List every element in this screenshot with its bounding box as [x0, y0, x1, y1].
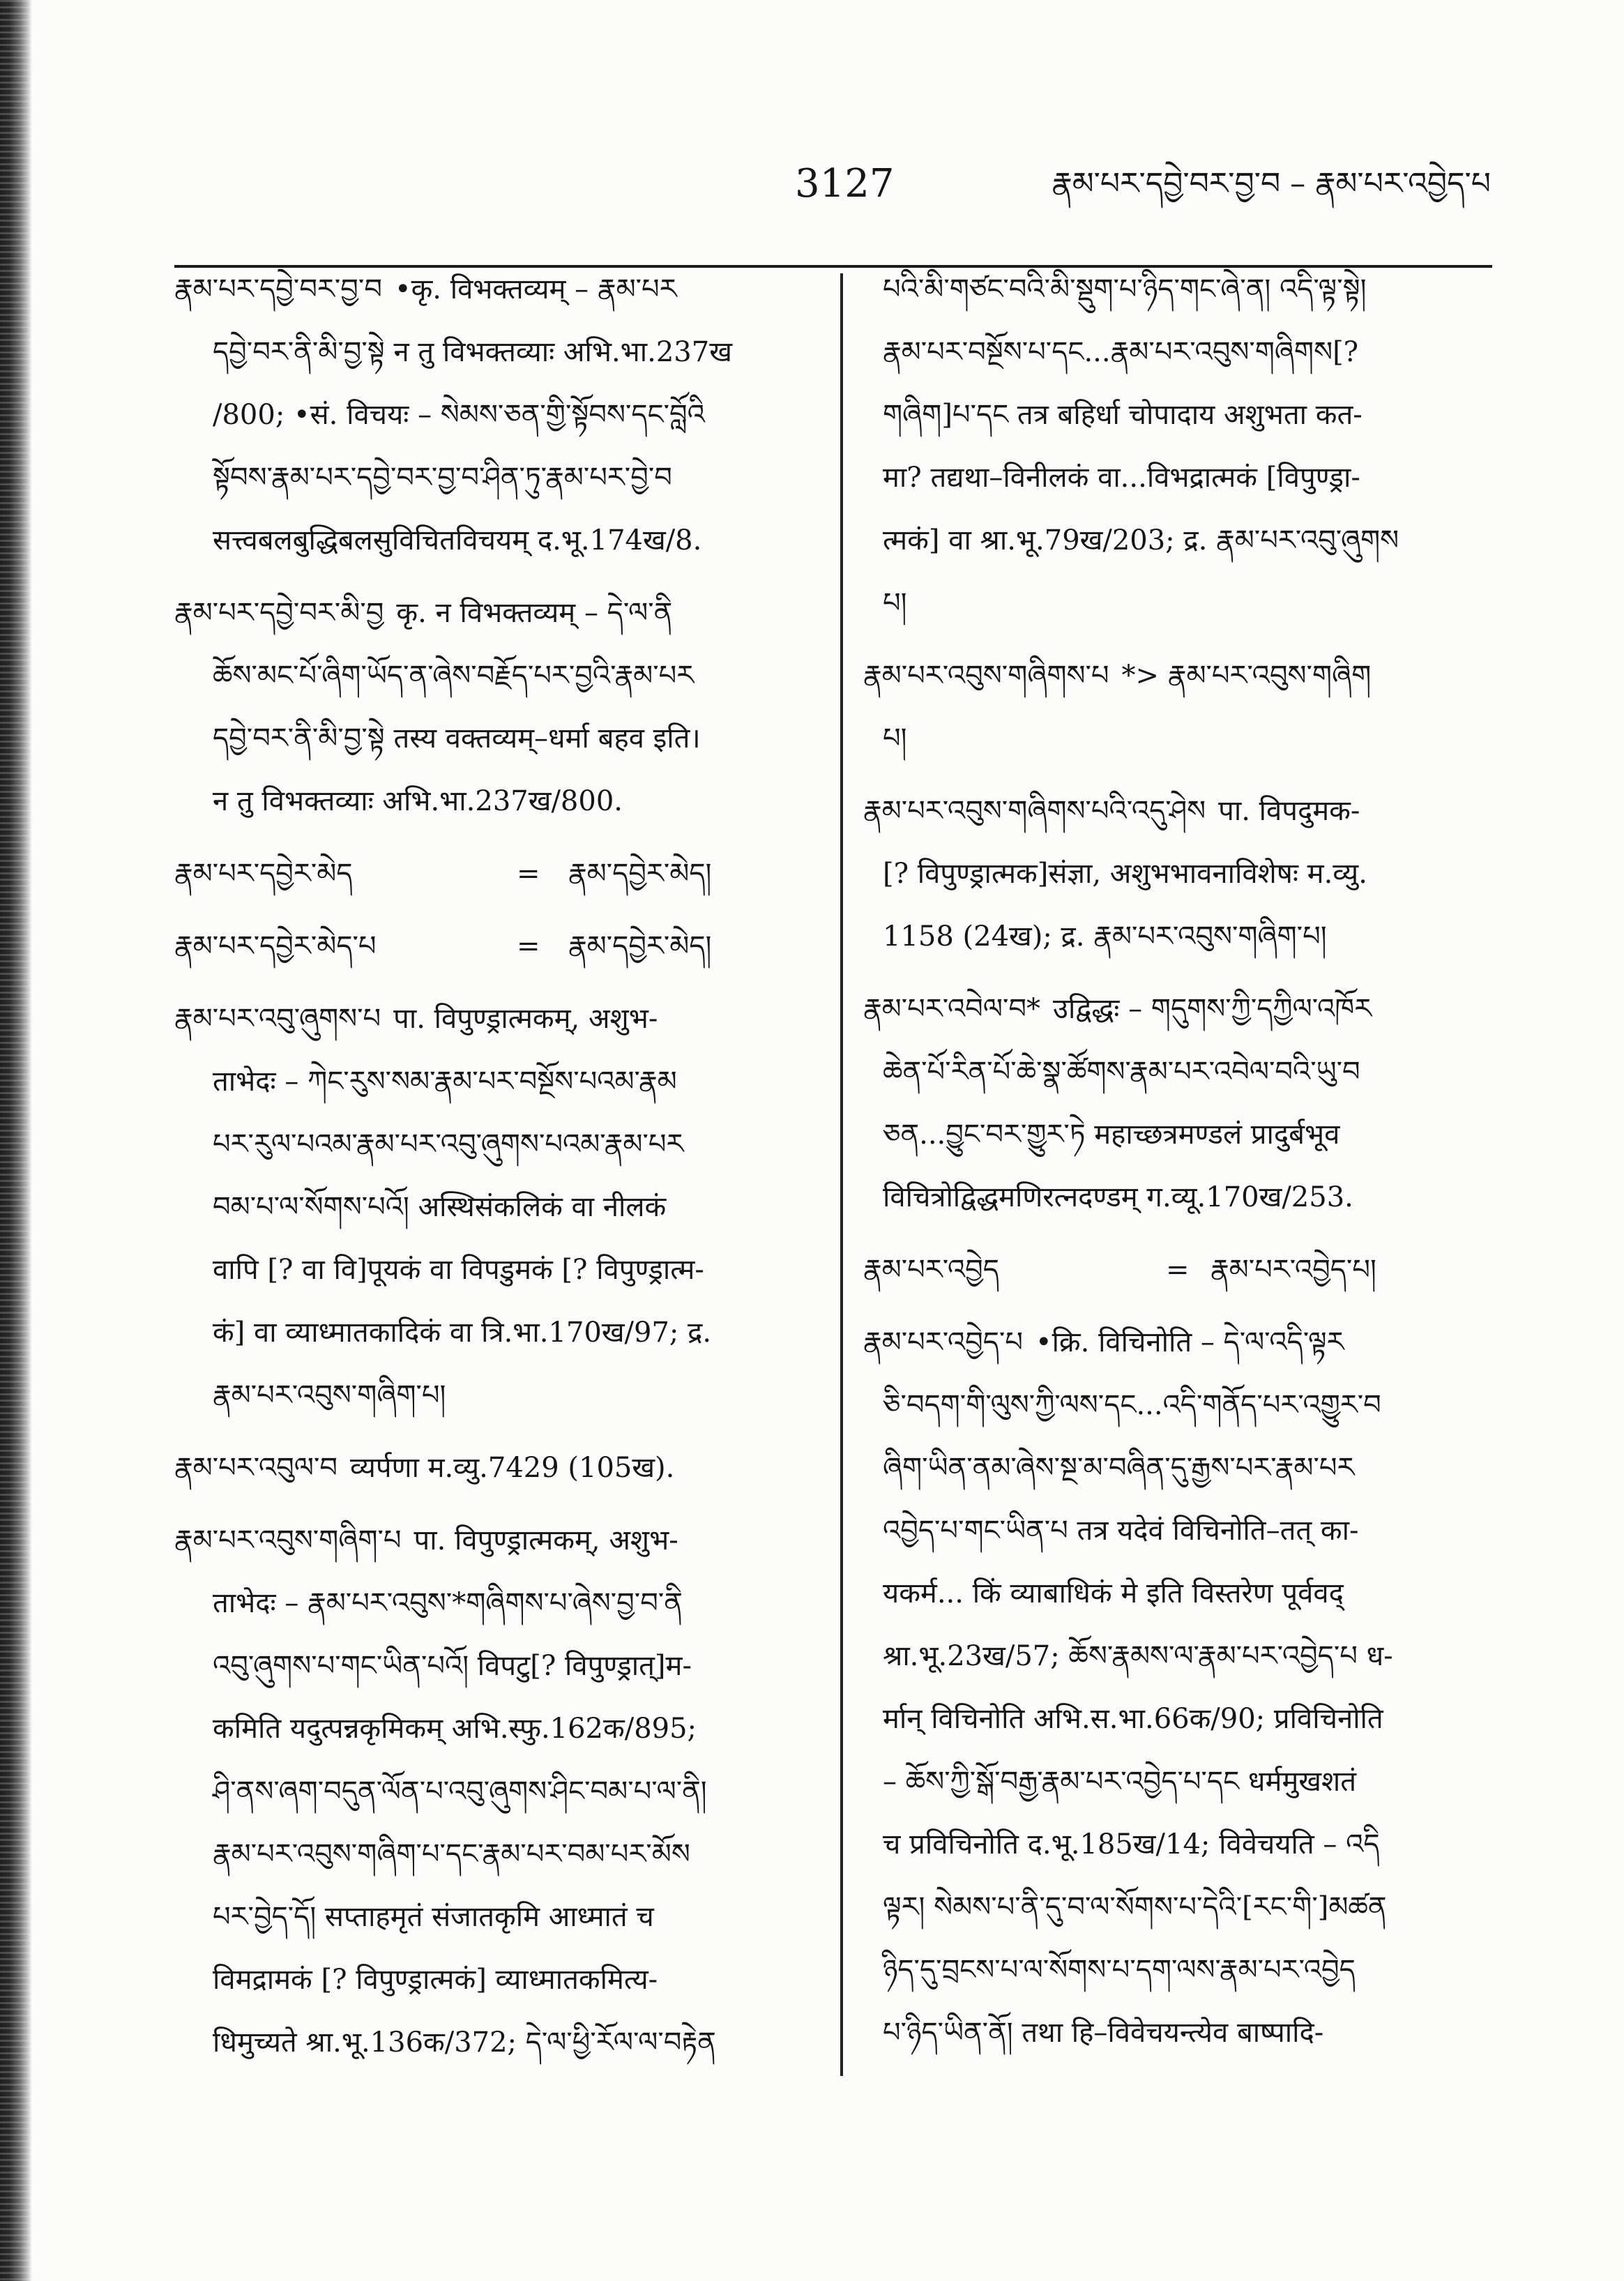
scan-edge-shadow	[0, 0, 32, 2281]
entry-text: ཆོས་མང་པོ་ཞིག་ཡོད་ན་ཞེས་བརྗོད་པར་བྱའི་རྣམ་པར	[213, 660, 695, 692]
entry-first-line-text	[863, 780, 1360, 842]
entry-line	[174, 446, 812, 509]
entry-line	[174, 384, 812, 446]
cross-reference-target: རྣམ་དབྱེར་མེད།	[568, 930, 712, 962]
entry-line	[863, 1103, 1491, 1166]
entry-text: ताभेदः – རྣམ་པར་འབུས་*གཞིགས་པ་ཞེས་བྱ་བ་ནི	[213, 1587, 683, 1619]
dictionary-entry	[174, 1509, 812, 2071]
dictionary-entry	[863, 644, 1491, 770]
headword: རྣམ་པར་འབུ་ཞུགས་པ	[174, 1003, 381, 1035]
dictionary-entry	[174, 582, 812, 833]
entry-text: च प्रविचिनोति द.भू.185ख/14; विवेचयति – འདི	[883, 1828, 1380, 1861]
running-head: རྣམ་པར་དབྱེ་བར་བྱ་བ – རྣམ་པར་འབྱེད་པ	[1052, 166, 1491, 202]
entry-text: ཉིད་དུ་བྲངས་པ་ལ་སོགས་པ་དག་ལས་རྣམ་པར་འབྱེད	[883, 1954, 1356, 1986]
entry-text: བམ་པ་ལ་སོགས་པའོ། अस्थिसंकलिकं वा नीलकं	[213, 1191, 667, 1223]
cross-reference-target: རྣམ་པར་འབྱེད་པ།	[1211, 1254, 1376, 1286]
entry-line	[863, 321, 1491, 384]
cross-reference-row	[863, 1238, 1491, 1301]
entry-line	[174, 1113, 812, 1176]
gloss-text: व्यर्पणा म.व्यु.7429 (105ख).	[350, 1452, 675, 1484]
entry-text: र्मान् विचिनोति अभि.स.भा.66क/90; प्रविचिनोति	[883, 1703, 1383, 1735]
entry-text: वापि [? वा वि]पूयकं वा विपडुमकं [? विपुण्ड्रात्म-	[213, 1254, 704, 1286]
entry-line	[863, 446, 1491, 509]
entry-text: त्मकं] वा श्रा.भू.79ख/203; द्र. རྣམ་པར་འབུ་ཞུགས	[883, 524, 1399, 556]
entry-line	[863, 258, 1491, 321]
continued-entry	[863, 258, 1491, 635]
entry-text: 1158 (24ख); द्र. རྣམ་པར་འབུས་གཞིག་པ།	[883, 920, 1327, 953]
entry-line	[174, 1823, 812, 1886]
entry-first-line-text	[863, 1311, 1344, 1374]
cross-reference-row	[174, 915, 812, 978]
entry-line	[174, 1635, 812, 1697]
dictionary-entry	[863, 780, 1491, 968]
entry-first-line	[174, 258, 812, 321]
headword: རྣམ་པར་འབུས་གཞིགས་པ	[863, 660, 1109, 692]
entry-text: यकर्म... किं व्याबाधिकं मे इति विस्तरेण पूर्ववद्	[883, 1577, 1344, 1609]
gloss-text: पा. विपदुमक-	[1218, 795, 1360, 827]
entry-text: པ།	[883, 722, 907, 755]
gloss-text: •क्रि. विचिनोति – དེ་ལ་འདི་ལྟར	[1035, 1326, 1344, 1358]
entry-first-line-text	[174, 987, 658, 1050]
entry-text: འབུ་ཞུགས་པ་གང་ཡིན་པའོ། विपटु[? विपुण्ड्रात्]म-	[213, 1650, 692, 1682]
entry-line	[174, 1697, 812, 1760]
headword: རྣམ་པར་དབྱེར་མེད	[174, 858, 353, 890]
entry-text: ताभेदः – ཀེང་རུས་སམ་རྣམ་པར་བསྔོས་པའམ་རྣམ	[213, 1066, 677, 1098]
entry-first-line-text	[174, 1437, 674, 1499]
entry-text: པ།	[883, 587, 907, 619]
dictionary-entry	[863, 1238, 1491, 1301]
entry-line	[863, 384, 1491, 446]
gloss-text: पा. विपुण्ड्रात्मकम्, अशुभ-	[413, 1524, 678, 1556]
entry-line	[863, 1750, 1491, 1813]
entry-line	[174, 321, 812, 384]
running-head-container	[962, 159, 1491, 209]
entry-line	[174, 1886, 812, 1948]
column-divider	[840, 273, 843, 2076]
entry-line	[174, 770, 812, 833]
entry-line	[863, 1437, 1491, 1499]
entry-text: कं] वा व्याध्मातकादिकं वा त्रि.भा.170ख/97; द्र.	[213, 1317, 712, 1349]
dictionary-entry	[174, 987, 812, 1427]
entry-text: པ་ཉིད་ཡིན་ནོ། तथा हि–विवेचयन्त्येव बाष्पादि-	[883, 2017, 1324, 2049]
entry-first-line-text	[174, 1509, 678, 1572]
dictionary-entry	[174, 915, 812, 978]
entry-first-line	[174, 1437, 812, 1499]
entry-text: འབྱེད་པ་གང་ཡིན་པ तत्र यदेवं विचिनोति–तत् का-	[883, 1515, 1359, 1547]
entry-text: धिमुच्यते श्रा.भू.136क/372; དེ་ལ་ཕྱི་རོལ་ལ་བརྟེན	[213, 2026, 716, 2059]
entry-first-line-text	[863, 644, 1371, 707]
entry-line	[174, 1301, 812, 1364]
entry-text: /800; •सं. विचयः – སེམས་ཅན་གྱི་སྟོབས་དང་བློའི	[213, 399, 705, 431]
equals-sign: =	[517, 858, 540, 890]
dictionary-entry	[174, 258, 812, 572]
entry-text: རྣམ་པར་བསྔོས་པ་དང...རྣམ་པར་འབུས་གཞིགས[?	[883, 336, 1359, 368]
entry-text: རྣམ་པར་འབུས་གཞིག་པ།	[213, 1379, 446, 1411]
cross-reference-row	[174, 842, 812, 905]
entry-first-line	[863, 978, 1491, 1040]
entry-first-line	[863, 1311, 1491, 1374]
entry-text: ཅི་བདག་གི་ལུས་ཀྱི་ལས་དང...འདི་གནོད་པར་འགྱུར་བ	[883, 1389, 1381, 1421]
entry-first-line	[174, 582, 812, 644]
gloss-text: *> རྣམ་པར་འབུས་གཞིག	[1121, 660, 1372, 692]
entry-text: གཞིག]པ་དང तत्र बहिर्धा चोपादाय अशुभता कत-	[883, 399, 1363, 431]
entry-text: विमद्रामकं [? विपुण्ड्रात्मकं] व्याध्मातकमित्य-	[213, 1964, 658, 1996]
headword: རྣམ་པར་འབེལ་བ*	[863, 993, 1041, 1025]
gloss-text: कृ. न विभक्तव्यम् – དེ་ལ་ནི	[396, 597, 673, 629]
entry-line	[863, 707, 1491, 770]
right-column	[863, 258, 1491, 2071]
entry-line	[174, 1238, 812, 1301]
entry-line	[863, 1374, 1491, 1437]
entry-first-line-text	[174, 582, 672, 644]
entry-line	[863, 1688, 1491, 1750]
entry-text: [? विपुण्ड्रात्मक]संज्ञा, अशुभभावनाविशेषः म.व्यु.	[883, 858, 1367, 890]
headword: རྣམ་པར་འབྱེད་པ	[863, 1326, 1023, 1358]
entry-text: ཅན...བྱུང་བར་གྱུར་ཏེ महाच्छत्रमण्डलं प्रादुर्बभूव	[883, 1119, 1340, 1151]
entry-text: རྣམ་པར་འབུས་གཞིག་པ་དང་རྣམ་པར་བམ་པར་མོས	[213, 1838, 690, 1870]
entry-line	[174, 1948, 812, 2011]
entry-text: དབྱེ་བར་ནི་མི་བྱ་སྟེ तस्य वक्तव्यम्–धर्मा बहव इति।	[213, 722, 701, 755]
dictionary-entry	[174, 842, 812, 905]
entry-first-line	[174, 1509, 812, 1572]
entry-text: པར་རུལ་པའམ་རྣམ་པར་འབུ་ཞུགས་པའམ་རྣམ་པར	[213, 1128, 684, 1160]
entry-text: ཆེན་པོ་རིན་པོ་ཆེ་སྣ་ཚོགས་རྣམ་པར་འབེལ་བའི་ཡུ་བ	[883, 1056, 1360, 1088]
headword: རྣམ་པར་འབུས་གཞིགས་པའི་འདུ་ཤེས	[863, 795, 1206, 827]
entry-text: ཤི་ནས་ཞག་བདུན་ལོན་པ་འབུ་ཞུགས་ཤིང་བམ་པ་ལ་ནི།	[213, 1775, 707, 1808]
headword: རྣམ་པར་དབྱེར་མེད་པ	[174, 930, 377, 962]
entry-line	[863, 1562, 1491, 1625]
entry-text: विचित्रोद्विद्धमणिरत्नदण्डम् ग.व्यू.170ख/253.	[883, 1181, 1353, 1213]
entry-line	[174, 509, 812, 572]
entry-line	[863, 2001, 1491, 2064]
entry-line	[863, 572, 1491, 635]
entry-text: – ཆོས་ཀྱི་སྒོ་བརྒྱ་རྣམ་པར་འབྱེད་པ་དང धर्ममुखशतं	[883, 1766, 1357, 1798]
entry-first-line	[863, 644, 1491, 707]
entry-text: ལྟར། སེམས་པ་ནི་དུ་བ་ལ་སོགས་པ་དེའི་[རང་གི་]མཚན	[883, 1891, 1387, 1923]
headword: རྣམ་པར་འབུས་གཞིག་པ	[174, 1524, 402, 1556]
entry-first-line	[863, 780, 1491, 842]
equals-sign: =	[517, 930, 540, 962]
entry-line	[863, 1040, 1491, 1103]
headword: རྣམ་པར་དབྱེ་བར་བྱ་བ	[174, 273, 382, 305]
cross-reference-target: རྣམ་དབྱེར་མེད།	[568, 858, 712, 890]
dictionary-entry	[863, 978, 1491, 1229]
entry-text: न तु विभक्तव्याः अभि.भा.237ख/800.	[213, 785, 623, 817]
entry-first-line-text	[174, 258, 677, 321]
entry-line	[174, 1760, 812, 1823]
entry-line	[174, 2011, 812, 2071]
entry-line	[863, 1625, 1491, 1688]
entry-text: པར་བྱེད་དོ། सप्ताहमृतं संजातकृमि आध्मातं च	[213, 1901, 654, 1933]
dictionary-entry	[174, 1437, 812, 1499]
headword: རྣམ་པར་འབུལ་བ	[174, 1452, 338, 1484]
entry-line	[863, 1939, 1491, 2001]
entry-line	[863, 842, 1491, 905]
entry-first-line	[174, 987, 812, 1050]
entry-text: मा? तद्यथा–विनीलकं वा...विभद्रात्मकं [विपुण्ड्रा-	[883, 462, 1360, 494]
entry-line	[863, 1499, 1491, 1562]
entry-line	[174, 1176, 812, 1238]
entry-text: सत्त्वबलबुद्धिबलसुविचितविचयम् द.भू.174ख/8.	[213, 524, 702, 556]
entry-text: སྟོབས་རྣམ་པར་དབྱེ་བར་བྱ་བ་ཤིན་ཏུ་རྣམ་པར་བྱེ་བ	[213, 462, 672, 494]
headword: རྣམ་པར་དབྱེ་བར་མི་བྱ	[174, 597, 384, 629]
entry-line	[174, 707, 812, 770]
dictionary-entry	[863, 1311, 1491, 2064]
entry-line	[174, 1364, 812, 1427]
entry-line	[174, 1050, 812, 1113]
entry-line	[863, 1813, 1491, 1876]
entry-text: ཞིག་ཡིན་ནམ་ཞེས་སྔ་མ་བཞིན་དུ་རྒྱས་པར་རྣམ་པར	[883, 1452, 1355, 1484]
entry-text: པའི་མི་གཙང་བའི་མི་སྡུག་པ་ཉིད་གང་ཞེ་ན། འདི་ལྟ་སྟེ།	[883, 273, 1367, 305]
entry-line	[174, 1572, 812, 1635]
equals-sign: =	[1166, 1254, 1190, 1286]
entry-text: དབྱེ་བར་ནི་མི་བྱ་སྟེ न तु विभक्तव्याः अभि.भा.237ख	[213, 336, 732, 368]
headword: རྣམ་པར་འབྱེད	[863, 1254, 999, 1286]
entry-text: श्रा.भू.23ख/57; ཆོས་རྣམས་ལ་རྣམ་པར་འབྱེད་པ ध-	[883, 1640, 1393, 1672]
gloss-text: उद्विद्धः – གདུགས་ཀྱི་དཀྱིལ་འཁོར	[1053, 993, 1372, 1025]
entry-line	[863, 1166, 1491, 1229]
entry-line	[174, 644, 812, 707]
entry-first-line-text	[863, 978, 1372, 1040]
entry-line	[863, 905, 1491, 968]
left-column	[174, 258, 812, 2071]
gloss-text: पा. विपुण्ड्रात्मकम्, अशुभ-	[393, 1003, 658, 1035]
gloss-text: •कृ. विभक्तव्यम् – རྣམ་པར	[394, 273, 677, 305]
entry-line	[863, 1876, 1491, 1939]
page-number: 3127	[795, 161, 895, 206]
entry-text: कमिति यदुत्पन्नकृमिकम् अभि.स्फु.162क/895;	[213, 1713, 697, 1745]
entry-line	[863, 509, 1491, 572]
